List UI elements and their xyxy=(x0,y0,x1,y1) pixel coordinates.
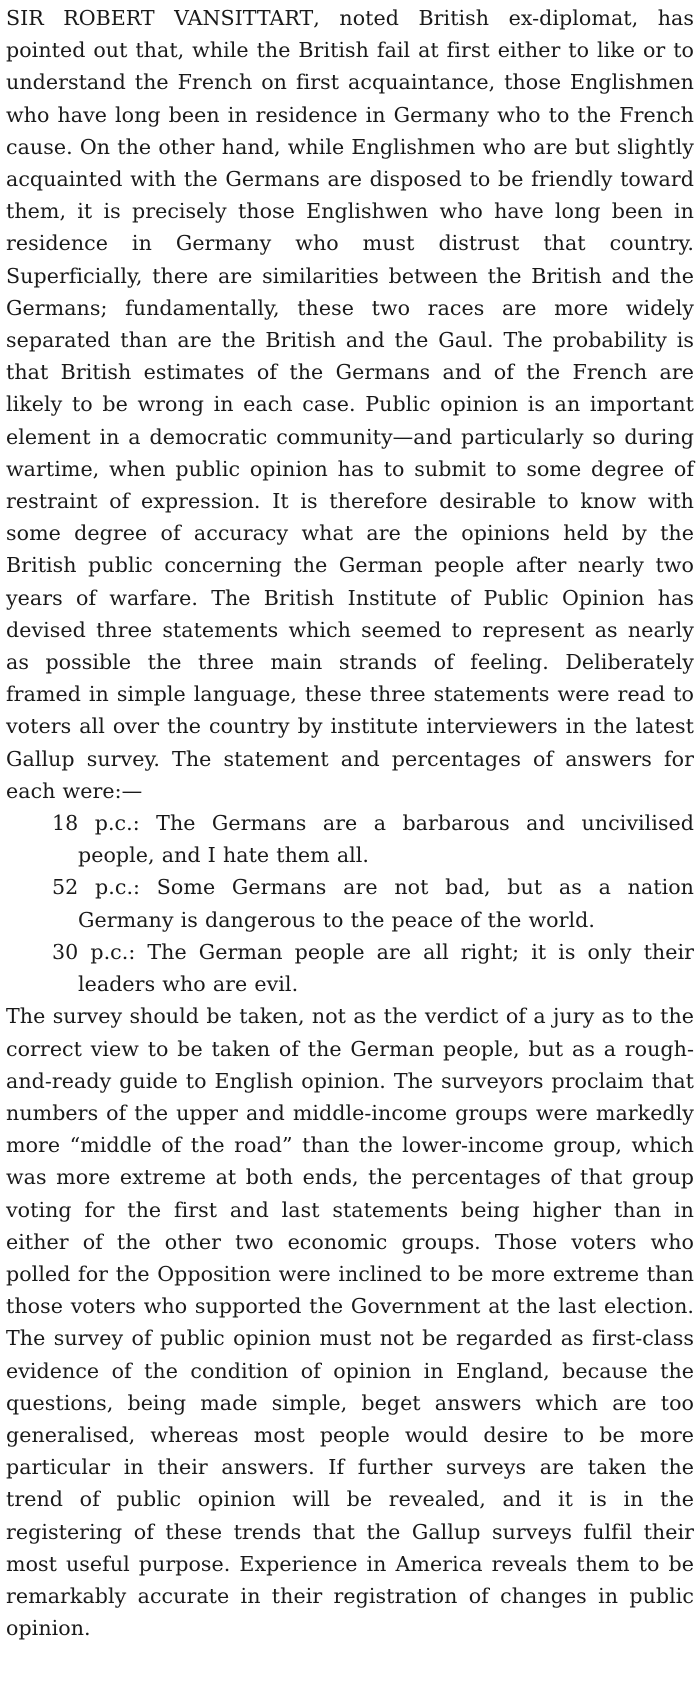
paragraph-intro-text: , noted British ex-diplomat, has pointed out that, while the British fail at first either to like or to understand the French on first acquaintance, those Englishmen who have long been in residence in Germany who to the French cause. On the other hand, while Englishmen who are but slightly acquainted with the Germans are disposed to be friendly toward them, it is precisely those Englishwen who have long been in residence in Germany who must distrust that country. Superficially, there are similarities between the British and the Germans; fundamentally, these two races are more widely separated than are the British and the Gaul. The probability is that British estimates of the Germans and of the French are likely to be wrong in each case. Public opinion is an important element in a democratic community—and particularly so during wartime, when public opinion has to submit to some degree of restraint of expression. It is therefore desirable to know with some degree of accuracy what are the opinions held by the British public concerning the German people after nearly two years of warfare. The British Institute of Public Opinion has devised three statements which seemed to represent as nearly as possible the three main strands of feeling. Deliberately framed in simple language, these three statements were read to voters all over the country by institute interviewers in the latest Gallup survey. The statement and percentages of answers for each were:— xyxy=(6,6,694,803)
article xyxy=(6,2,694,1644)
article-paragraph-conclusion: The survey should be taken, not as the verdict of a jury as to the correct view to be taken of the German people, but as a rough-and-ready guide to English opinion. The surveyors proclaim that numbers of the upper and middle-income groups were markedly more “middle of the road” than the lower-income group, which was more extreme at both ends, the percentages of that group voting for the first and last statements being higher than in either of the other two economic groups. Those voters who polled for the Opposition were inclined to be more extreme than those voters who supported the Government at the last election. The survey of public opinion must not be regarded as first-class evidence of the condition of opinion in England, because the questions, being made simple, beget answers which are too generalised, whereas most people would desire to be more particular in their answers. If further surveys are taken the trend of public opinion will be revealed, and it is in the registering of these trends that the Gallup surveys fulfil their most useful purpose. Experience in America reveals them to be remarkably accurate in their registration of changes in public opinion. xyxy=(6,1004,694,1641)
article-paragraph-intro xyxy=(6,2,694,807)
survey-statement-2: 52 p.c.: Some Germans are not bad, but as a nation Germany is dangerous to the peace of the world. xyxy=(52,875,694,932)
survey-statement-3: 30 p.c.: The German people are all right; it is only their leaders who are evil. xyxy=(52,939,694,997)
survey-statements-list xyxy=(6,807,694,1000)
lead-name: SIR ROBERT VANSITTART xyxy=(6,6,314,30)
survey-statement-1: 18 p.c.: The Germans are a barbarous and uncivilised people, and I hate them all. xyxy=(52,811,694,868)
